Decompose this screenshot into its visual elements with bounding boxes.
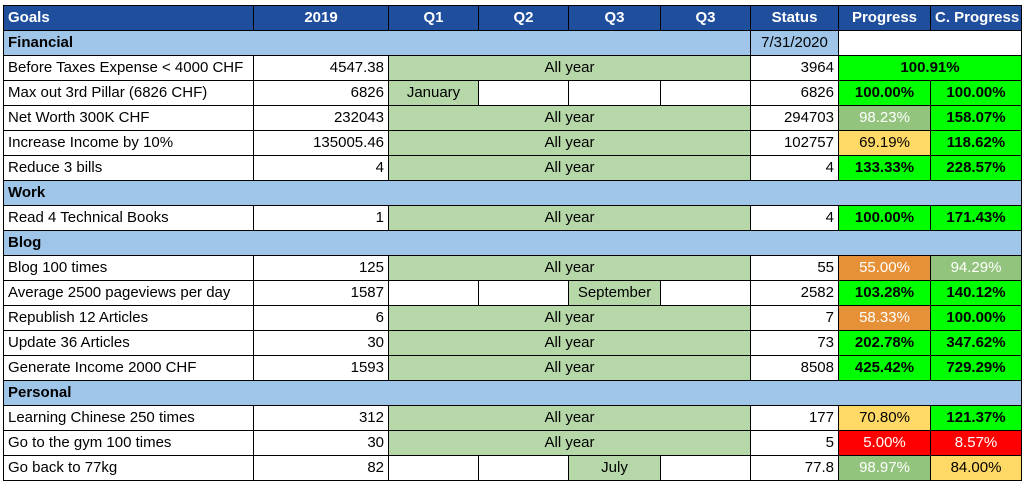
status-cell[interactable]: 2582 xyxy=(751,281,839,306)
c-progress-cell[interactable]: 158.07% xyxy=(931,106,1022,131)
status-cell[interactable]: 5 xyxy=(751,431,839,456)
header-row xyxy=(4,6,1022,31)
progress-cell[interactable]: 100.91% xyxy=(839,56,1022,81)
period-cell[interactable]: All year xyxy=(389,331,751,356)
status-cell[interactable]: 177 xyxy=(751,406,839,431)
c-progress-cell[interactable]: 140.12% xyxy=(931,281,1022,306)
status-cell[interactable]: 294703 xyxy=(751,106,839,131)
table-row xyxy=(4,356,1022,381)
empty-quarter-cell[interactable] xyxy=(479,281,569,306)
c-progress-cell[interactable]: 100.00% xyxy=(931,81,1022,106)
goal-cell[interactable]: Average 2500 pageviews per day xyxy=(4,281,254,306)
table-row xyxy=(4,281,1022,306)
section-row-work xyxy=(4,181,1022,206)
value-2019-cell[interactable]: 312 xyxy=(254,406,389,431)
c-progress-cell[interactable]: 118.62% xyxy=(931,131,1022,156)
section-title-financial[interactable]: Financial xyxy=(4,31,751,56)
goal-cell[interactable]: Go back to 77kg xyxy=(4,456,254,481)
header-q3-second[interactable]: Q3 xyxy=(661,6,751,31)
progress-cell[interactable]: 70.80% xyxy=(839,406,931,431)
status-cell[interactable]: 4 xyxy=(751,206,839,231)
header-q2[interactable]: Q2 xyxy=(479,6,569,31)
empty-quarter-cell[interactable] xyxy=(569,81,661,106)
goal-cell[interactable]: Learning Chinese 250 times xyxy=(4,406,254,431)
c-progress-cell[interactable]: 84.00% xyxy=(931,456,1022,481)
period-cell[interactable]: All year xyxy=(389,356,751,381)
empty-quarter-cell[interactable] xyxy=(389,456,479,481)
status-cell[interactable]: 6826 xyxy=(751,81,839,106)
progress-cell[interactable]: 98.23% xyxy=(839,106,931,131)
table-row xyxy=(4,106,1022,131)
c-progress-cell[interactable]: 171.43% xyxy=(931,206,1022,231)
table-row xyxy=(4,431,1022,456)
section-row-blog xyxy=(4,231,1022,256)
status-cell[interactable]: 8508 xyxy=(751,356,839,381)
section-title-blog[interactable]: Blog xyxy=(4,231,1022,256)
section-row-financial xyxy=(4,31,1022,56)
value-2019-cell[interactable]: 1587 xyxy=(254,281,389,306)
c-progress-cell[interactable]: 121.37% xyxy=(931,406,1022,431)
status-date-cell[interactable]: 7/31/2020 xyxy=(751,31,839,56)
value-2019-cell[interactable]: 30 xyxy=(254,431,389,456)
progress-cell[interactable]: 103.28% xyxy=(839,281,931,306)
goal-cell[interactable]: Blog 100 times xyxy=(4,256,254,281)
value-2019-cell[interactable]: 4 xyxy=(254,156,389,181)
goal-cell[interactable]: Update 36 Articles xyxy=(4,331,254,356)
progress-cell[interactable]: 5.00% xyxy=(839,431,931,456)
goal-cell[interactable]: Net Worth 300K CHF xyxy=(4,106,254,131)
table-row xyxy=(4,156,1022,181)
progress-cell[interactable]: 69.19% xyxy=(839,131,931,156)
c-progress-cell[interactable]: 100.00% xyxy=(931,306,1022,331)
table-row xyxy=(4,306,1022,331)
c-progress-cell[interactable]: 228.57% xyxy=(931,156,1022,181)
period-cell[interactable]: All year xyxy=(389,131,751,156)
goal-cell[interactable]: Max out 3rd Pillar (6826 CHF) xyxy=(4,81,254,106)
table-row xyxy=(4,131,1022,156)
progress-cell[interactable]: 100.00% xyxy=(839,206,931,231)
value-2019-cell[interactable]: 6 xyxy=(254,306,389,331)
value-2019-cell[interactable]: 4547.38 xyxy=(254,56,389,81)
progress-cell[interactable]: 133.33% xyxy=(839,156,931,181)
progress-cell[interactable]: 98.97% xyxy=(839,456,931,481)
table-row xyxy=(4,256,1022,281)
table-row xyxy=(4,406,1022,431)
section-title-work[interactable]: Work xyxy=(4,181,1022,206)
period-cell[interactable]: All year xyxy=(389,406,751,431)
status-cell[interactable]: 3964 xyxy=(751,56,839,81)
status-cell[interactable]: 77.8 xyxy=(751,456,839,481)
c-progress-cell[interactable]: 8.57% xyxy=(931,431,1022,456)
period-cell[interactable]: July xyxy=(569,456,661,481)
period-cell[interactable]: January xyxy=(389,81,479,106)
table-row xyxy=(4,81,1022,106)
empty-quarter-cell[interactable] xyxy=(479,81,569,106)
status-cell[interactable]: 55 xyxy=(751,256,839,281)
c-progress-cell[interactable]: 729.29% xyxy=(931,356,1022,381)
table-row xyxy=(4,56,1022,81)
period-cell[interactable]: All year xyxy=(389,256,751,281)
goals-table xyxy=(3,5,1022,481)
goal-cell[interactable]: Read 4 Technical Books xyxy=(4,206,254,231)
period-cell[interactable]: All year xyxy=(389,156,751,181)
status-cell[interactable]: 102757 xyxy=(751,131,839,156)
header-2019[interactable]: 2019 xyxy=(254,6,389,31)
period-cell[interactable]: All year xyxy=(389,56,751,81)
goal-cell[interactable]: Before Taxes Expense < 4000 CHF xyxy=(4,56,254,81)
empty-quarter-cell[interactable] xyxy=(661,81,751,106)
status-cell[interactable]: 73 xyxy=(751,331,839,356)
value-2019-cell[interactable]: 30 xyxy=(254,331,389,356)
value-2019-cell[interactable]: 135005.46 xyxy=(254,131,389,156)
value-2019-cell[interactable]: 6826 xyxy=(254,81,389,106)
c-progress-cell[interactable]: 347.62% xyxy=(931,331,1022,356)
header-q1[interactable]: Q1 xyxy=(389,6,479,31)
period-cell[interactable]: September xyxy=(569,281,661,306)
header-goals[interactable]: Goals xyxy=(4,6,254,31)
value-2019-cell[interactable]: 125 xyxy=(254,256,389,281)
empty-quarter-cell[interactable] xyxy=(389,281,479,306)
empty-quarter-cell[interactable] xyxy=(479,456,569,481)
progress-cell[interactable]: 55.00% xyxy=(839,256,931,281)
table-row xyxy=(4,331,1022,356)
empty-quarter-cell[interactable] xyxy=(661,281,751,306)
value-2019-cell[interactable]: 1 xyxy=(254,206,389,231)
progress-cell[interactable]: 425.42% xyxy=(839,356,931,381)
progress-cell[interactable]: 58.33% xyxy=(839,306,931,331)
goal-cell[interactable]: Generate Income 2000 CHF xyxy=(4,356,254,381)
period-cell[interactable]: All year xyxy=(389,106,751,131)
section-blank-cell[interactable] xyxy=(839,31,1022,56)
table-row xyxy=(4,206,1022,231)
section-row-personal xyxy=(4,381,1022,406)
value-2019-cell[interactable]: 82 xyxy=(254,456,389,481)
header-status[interactable]: Status xyxy=(751,6,839,31)
progress-cell[interactable]: 100.00% xyxy=(839,81,931,106)
table-row xyxy=(4,456,1022,481)
goal-cell[interactable]: Increase Income by 10% xyxy=(4,131,254,156)
period-cell[interactable]: All year xyxy=(389,206,751,231)
value-2019-cell[interactable]: 1593 xyxy=(254,356,389,381)
c-progress-cell[interactable]: 94.29% xyxy=(931,256,1022,281)
status-cell[interactable]: 7 xyxy=(751,306,839,331)
header-progress[interactable]: Progress xyxy=(839,6,931,31)
empty-quarter-cell[interactable] xyxy=(661,456,751,481)
value-2019-cell[interactable]: 232043 xyxy=(254,106,389,131)
header-q3[interactable]: Q3 xyxy=(569,6,661,31)
goal-cell[interactable]: Go to the gym 100 times xyxy=(4,431,254,456)
period-cell[interactable]: All year xyxy=(389,431,751,456)
progress-cell[interactable]: 202.78% xyxy=(839,331,931,356)
section-title-personal[interactable]: Personal xyxy=(4,381,1022,406)
period-cell[interactable]: All year xyxy=(389,306,751,331)
status-cell[interactable]: 4 xyxy=(751,156,839,181)
goal-cell[interactable]: Reduce 3 bills xyxy=(4,156,254,181)
goal-cell[interactable]: Republish 12 Articles xyxy=(4,306,254,331)
header-c-progress[interactable]: C. Progress xyxy=(931,6,1022,31)
